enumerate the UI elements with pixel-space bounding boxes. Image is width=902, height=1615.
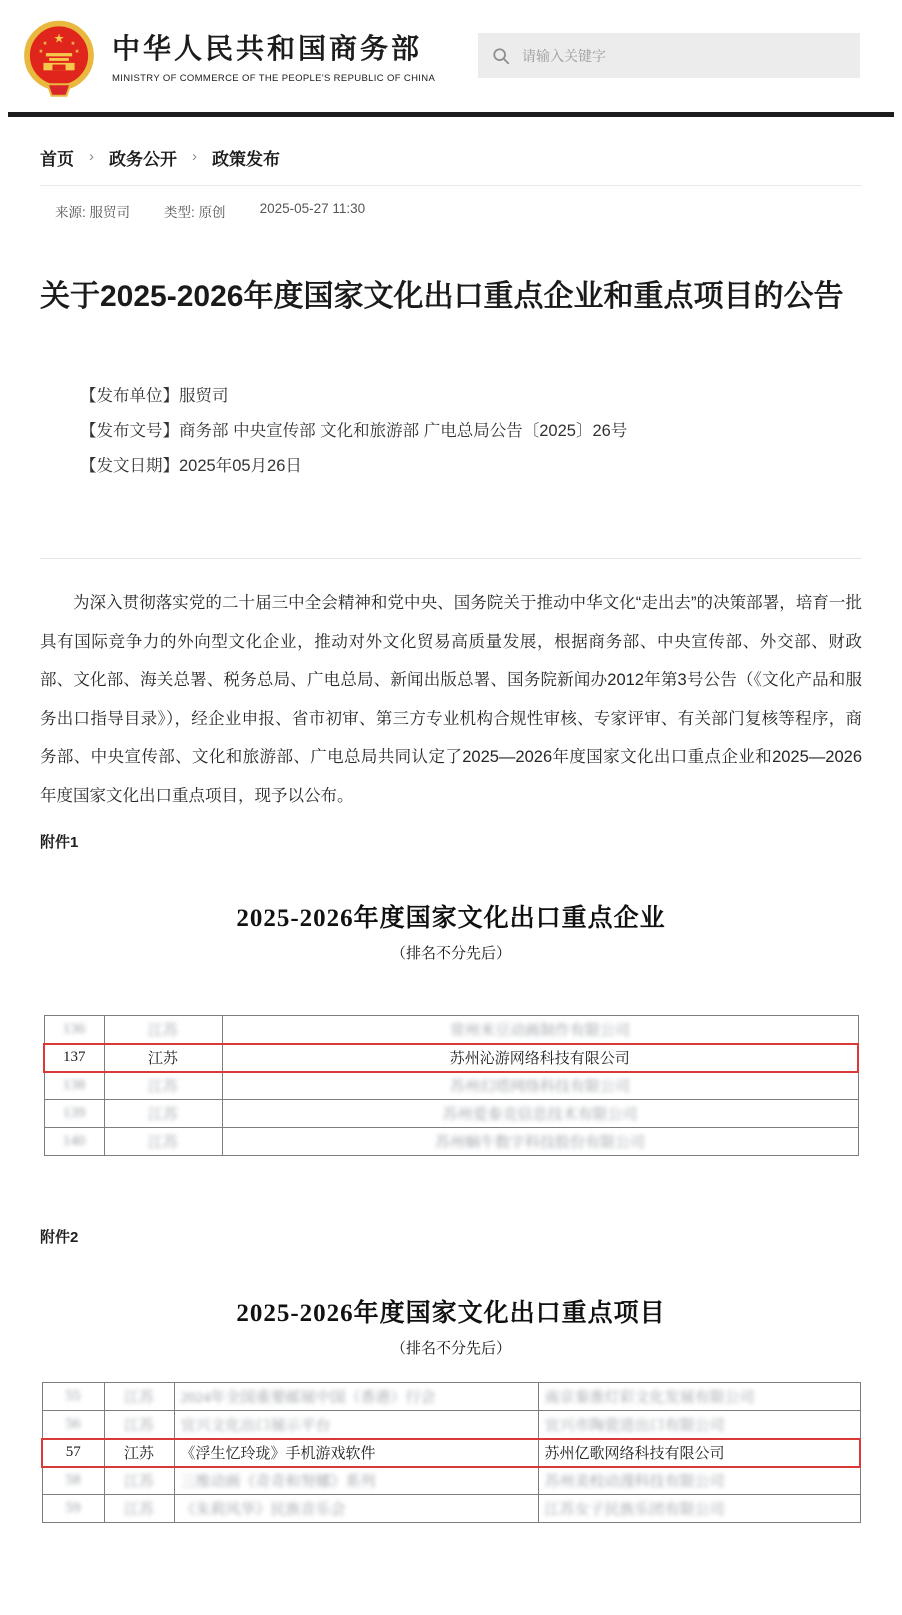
project-table (41, 1382, 861, 1523)
row-number (44, 1044, 104, 1072)
cell-value: 江苏 (147, 1135, 178, 1151)
header-divider-bar (8, 112, 894, 117)
svg-text:★: ★ (70, 40, 76, 47)
search-icon (492, 47, 510, 65)
cell-value: 江苏 (147, 1079, 178, 1096)
document-info (80, 379, 862, 484)
row-number (42, 1439, 104, 1467)
table-row (44, 1016, 858, 1044)
search-box[interactable] (478, 33, 860, 78)
cell-value: 140 (62, 1133, 86, 1149)
cell-value: 59 (65, 1500, 81, 1516)
row-province (104, 1467, 174, 1495)
cell-value: 江苏 (147, 1022, 178, 1039)
row-province (104, 1044, 222, 1072)
page-title: 关于2025-2026年度国家文化出口重点企业和重点项目的公告 (40, 280, 844, 313)
info-date-label: 【发文日期】 (80, 457, 179, 475)
row-project (174, 1439, 538, 1467)
table-row (42, 1383, 860, 1411)
cell-value: 江苏 (123, 1474, 154, 1491)
row-province (104, 1411, 174, 1439)
info-publisher (80, 379, 862, 414)
enterprise-table (43, 1015, 859, 1156)
cell-value: 139 (62, 1105, 86, 1121)
cell-value: 江苏 (147, 1107, 178, 1123)
cell-value: 58 (65, 1472, 81, 1489)
info-date (80, 449, 862, 484)
row-company (222, 1128, 858, 1156)
site-title: 中华人民共和国商务部 (112, 33, 423, 64)
cell-value: 苏州爱泰克信息技术有限公司 (442, 1107, 638, 1123)
meta-source-label: 来源: (55, 205, 86, 220)
attachment1-table-subtitle: （排名不分先后） (390, 946, 511, 962)
row-number (44, 1016, 104, 1044)
cell-value: 2024年全国重要邮展中国（香港）行会 (180, 1390, 436, 1406)
article-meta (55, 201, 862, 221)
cell-value: 苏州美校动漫科技有限公司 (544, 1474, 725, 1491)
row-company (222, 1044, 858, 1072)
cell-value: 江苏 (147, 1051, 178, 1067)
cell-value: 江苏女子民族乐团有限公司 (544, 1502, 725, 1518)
row-project (174, 1495, 538, 1523)
cell-value: 56 (65, 1415, 81, 1432)
svg-text:★: ★ (38, 49, 44, 56)
row-number (42, 1383, 104, 1411)
row-number (42, 1411, 104, 1439)
attachment2-table-title: 2025-2026年度国家文化出口重点项目 (236, 1300, 666, 1327)
meta-source-value: 服贸司 (89, 205, 131, 220)
table-row (42, 1495, 860, 1523)
national-emblem-icon[interactable] (18, 17, 100, 99)
row-province (104, 1072, 222, 1100)
attachment2-table-subtitle: （排名不分先后） (390, 1341, 511, 1357)
row-company (222, 1100, 858, 1128)
site-subtitle: MINISTRY OF COMMERCE OF THE PEOPLE'S REPUBLIC OF CHINA (112, 73, 436, 84)
info-docnumber-value: 商务部 中央宣传部 文化和旅游部 广电总局公告〔2025〕26号 (179, 422, 628, 440)
meta-type-value: 原创 (198, 205, 226, 220)
cell-value: 136 (62, 1020, 86, 1037)
row-province (104, 1100, 222, 1128)
table-row (44, 1072, 858, 1100)
row-company (538, 1467, 860, 1495)
article-body: 为深入贯彻落实党的二十届三中全会精神和党中央、国务院关于推动中华文化“走出去”的决策部署，培育一批具有国际竞争力的外向型文化企业，推动对外文化贸易高质量发展，根据商务部、中央宣传部、外交部、财政部、文化部、海关总署、税务总局、广电总局、新闻出版总署、国务院新闻办2012年第3号公告（《文化产品和服务出口指导目录》），经企业申报、省市初审、第三方专业机构合规性审核、专家评审、有关部门复核等程序，商务部、中央宣传部、文化和旅游部、广电总局共同认定了2025—2026年度国家文化出口重点企业和2025—2026年度国家文化出口重点项目，现予以公布。 (40, 594, 862, 805)
chevron-right-icon: › (192, 148, 197, 165)
row-company (222, 1072, 858, 1100)
cell-value: 苏州亿歌网络科技有限公司 (544, 1446, 725, 1462)
table-row (44, 1128, 858, 1156)
row-number (44, 1072, 104, 1100)
row-province (104, 1439, 174, 1467)
table-row-highlighted (44, 1044, 858, 1072)
cell-value: 《朱莉风华》民族音乐会 (180, 1502, 346, 1518)
table-row (42, 1411, 860, 1439)
breadcrumb-home[interactable]: 首页 (40, 150, 74, 169)
cell-value: 江苏 (123, 1502, 154, 1518)
cell-value: 宜兴市陶瓷进出口有限公司 (544, 1417, 725, 1434)
cell-value: 138 (62, 1077, 86, 1094)
svg-text:★: ★ (53, 31, 65, 46)
info-date-value: 2025年05月26日 (179, 457, 302, 475)
info-docnumber (80, 414, 862, 449)
row-project (174, 1411, 538, 1439)
row-number (42, 1495, 104, 1523)
site-header (0, 0, 902, 112)
row-company (538, 1495, 860, 1523)
row-project (174, 1383, 538, 1411)
row-company (538, 1439, 860, 1467)
meta-datetime: 2025-05-27 11:30 (259, 201, 366, 216)
row-number (42, 1467, 104, 1495)
svg-text:★: ★ (74, 49, 80, 56)
cell-value: 江苏 (123, 1446, 154, 1462)
meta-type (164, 201, 226, 221)
meta-source (55, 201, 130, 221)
cell-value: 55 (65, 1388, 81, 1404)
search-input[interactable] (522, 48, 846, 64)
svg-text:★: ★ (42, 40, 48, 47)
cell-value: 苏州幻塔网络科技有限公司 (449, 1079, 630, 1096)
row-number (44, 1128, 104, 1156)
row-company (538, 1383, 860, 1411)
row-province (104, 1128, 222, 1156)
cell-value: 南京秦淮灯彩文化发展有限公司 (544, 1390, 755, 1406)
cell-value: 宜兴文化出口展示平台 (180, 1417, 331, 1434)
cell-value: 57 (65, 1444, 81, 1460)
cell-value: 常州米豆动画制作有限公司 (449, 1022, 630, 1039)
chevron-right-icon: › (89, 148, 94, 165)
site-brand (112, 32, 435, 84)
cell-value: 苏州蜗牛数字科技股份有限公司 (434, 1135, 645, 1151)
row-number (44, 1100, 104, 1128)
attachment1-table-title: 2025-2026年度国家文化出口重点企业 (236, 905, 666, 932)
row-project (174, 1467, 538, 1495)
attachment1-label: 附件1 (40, 834, 79, 851)
attachment2-label: 附件2 (40, 1229, 79, 1246)
info-publisher-label: 【发布单位】 (80, 387, 179, 405)
info-docnumber-label: 【发布文号】 (80, 422, 179, 440)
breadcrumb-policy[interactable]: 政策发布 (212, 150, 280, 169)
row-province (104, 1495, 174, 1523)
table-row (42, 1467, 860, 1495)
cell-value: 苏州沁游网络科技有限公司 (449, 1051, 630, 1067)
table-row-highlighted (42, 1439, 860, 1467)
row-province (104, 1383, 174, 1411)
info-publisher-value: 服贸司 (179, 387, 229, 405)
row-company (538, 1411, 860, 1439)
breadcrumb (40, 145, 862, 186)
meta-type-label: 类型: (164, 205, 195, 220)
cell-value: 137 (63, 1049, 86, 1065)
row-company (222, 1016, 858, 1044)
table-row (44, 1100, 858, 1128)
breadcrumb-govinfo[interactable]: 政务公开 (109, 150, 177, 169)
cell-value: 三维动画《奇奇和努娜》系列 (180, 1474, 376, 1491)
cell-value: 江苏 (123, 1390, 154, 1406)
row-province (104, 1016, 222, 1044)
cell-value: 《浮生忆玲珑》手机游戏软件 (180, 1446, 376, 1462)
cell-value: 江苏 (123, 1417, 154, 1434)
